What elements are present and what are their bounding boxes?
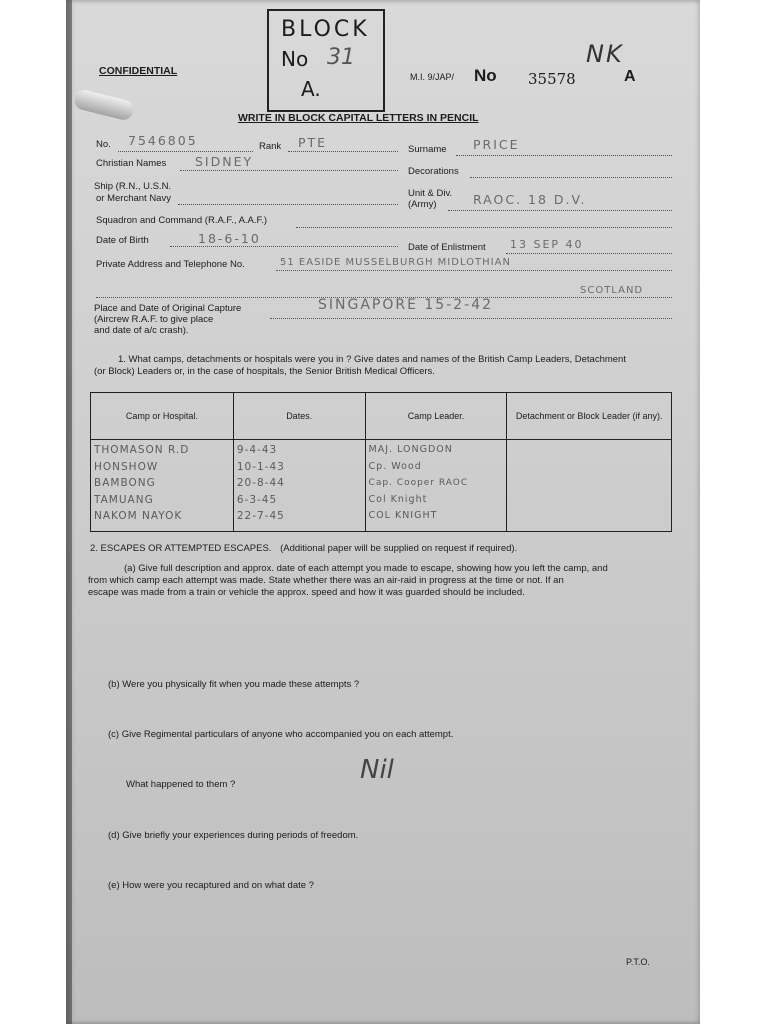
- stamp-block-text: BLOCK: [281, 17, 370, 42]
- camps-table-body: [91, 440, 672, 532]
- ship-label-1: Ship (R.N., U.S.N.: [94, 181, 172, 192]
- capture-label-1: Place and Date of Original Capture: [94, 303, 242, 314]
- section2-d: (d) Give briefly your experiences during periods of freedom.: [108, 830, 359, 841]
- rank-line: [288, 151, 398, 152]
- handwritten-nil: Nil: [360, 755, 394, 785]
- ship-label-2: or Merchant Navy: [96, 193, 171, 204]
- camp-date: 10-1-43: [236, 460, 285, 473]
- section2-a-line3: escape was made from a train or vehicle the approx. speed and how it was guarded should be included.: [88, 587, 525, 598]
- dob-label: Date of Birth: [96, 235, 149, 246]
- section2-a-line2: from which camp each attempt was made. State whether there was an air-raid in progress at the time or not. If an: [88, 575, 564, 586]
- stamp-letter: A.: [301, 77, 321, 101]
- ship-line: [178, 204, 398, 205]
- pto-label: P.T.O.: [626, 957, 650, 967]
- unit-label-2: (Army): [408, 199, 437, 210]
- service-no-label: No.: [96, 139, 111, 150]
- serial-no-label: No: [474, 66, 497, 85]
- service-no-line: [118, 151, 253, 152]
- capture-label-2: (Aircrew R.A.F. to give place: [94, 314, 214, 325]
- decorations-label: Decorations: [408, 166, 459, 177]
- form-reference: M.I. 9/JAP/: [410, 72, 455, 82]
- address-value-1: 51 EASIDE MUSSELBURGH MIDLOTHIAN: [280, 257, 511, 268]
- christian-names-value: SIDNEY: [195, 154, 254, 169]
- camp-name: HONSHOW: [94, 460, 159, 473]
- camp-leader: MAJ. LONGDON: [368, 444, 453, 455]
- section2-heading-title: 2. ESCAPES OR ATTEMPTED ESCAPES.: [90, 543, 272, 554]
- camp-leader: Cap. Cooper RAOC: [368, 478, 469, 488]
- address-label: Private Address and Telephone No.: [96, 259, 245, 270]
- decorations-line: [470, 177, 672, 178]
- dob-line: [170, 246, 398, 247]
- camp-cell: [91, 440, 234, 532]
- dob-value: 18-6-10: [198, 231, 261, 246]
- block-stamp: [267, 9, 385, 112]
- address-line-1: [276, 270, 672, 271]
- capture-line: [270, 318, 672, 319]
- camps-table-header: [91, 393, 672, 440]
- stamp-number: 31: [327, 45, 355, 70]
- stamp-no-text: No: [281, 47, 309, 71]
- camp-name: THOMASON R.D: [94, 444, 190, 456]
- section2-c-sub: What happened to them ?: [126, 779, 236, 790]
- christian-names-label: Christian Names: [96, 158, 167, 169]
- leader-cell: [365, 440, 507, 532]
- camp-date: 20-8-44: [236, 477, 285, 489]
- surname-value: PRICE: [473, 137, 520, 152]
- camp-leader: Col Knight: [368, 493, 428, 505]
- enlistment-value: 13 SEP 40: [510, 238, 584, 251]
- section2-heading-note: (Additional paper will be supplied on request if required).: [280, 543, 518, 554]
- surname-line: [456, 155, 672, 156]
- surname-label: Surname: [408, 144, 447, 155]
- section2-b: (b) Were you physically fit when you made these attempts ?: [108, 679, 360, 690]
- unit-label-1: Unit & Div.: [408, 188, 453, 199]
- confidential-label: CONFIDENTIAL: [99, 65, 178, 77]
- capture-value: SINGAPORE 15-2-42: [318, 297, 494, 313]
- address-value-2: SCOTLAND: [580, 285, 644, 296]
- section2-c: (c) Give Regimental particulars of anyone who accompanied you on each attempt.: [108, 729, 454, 740]
- col-dates-header: Dates.: [233, 393, 365, 440]
- unit-line: [448, 210, 672, 211]
- section2-a-line1: (a) Give full description and approx. date of each attempt you made to escape, showing how you left the camp, and: [124, 563, 608, 574]
- capture-label-3: and date of a/c crash).: [94, 325, 189, 336]
- col-leader-header: Camp Leader.: [365, 393, 507, 440]
- section2-heading: [90, 543, 517, 554]
- enlistment-label: Date of Enlistment: [408, 242, 486, 253]
- squadron-line: [296, 227, 672, 228]
- binding-edge: [66, 0, 72, 1024]
- col-camp-header: Camp or Hospital.: [91, 393, 234, 440]
- squadron-label: Squadron and Command (R.A.F., A.A.F.): [96, 215, 268, 226]
- section2-e: (e) How were you recaptured and on what date ?: [108, 880, 314, 891]
- camp-date: 22-7-45: [236, 510, 285, 522]
- camp-date: 9-4-43: [236, 444, 278, 456]
- detachment-cell: [507, 440, 672, 532]
- enlistment-line: [506, 253, 672, 254]
- dates-cell: [233, 440, 365, 532]
- col-detachment-header: Detachment or Block Leader (if any).: [507, 393, 672, 440]
- pencil-instruction: WRITE IN BLOCK CAPITAL LETTERS IN PENCIL: [238, 112, 479, 124]
- camps-table: [90, 392, 672, 532]
- section1-question-line1: 1. What camps, detachments or hospitals were you in ? Give dates and names of the British Camp Leaders, Detachment: [118, 354, 626, 365]
- camp-date: 6-3-45: [236, 493, 278, 506]
- camp-name: NAKOM NAYOK: [94, 510, 183, 522]
- camp-leader: COL KNIGHT: [368, 510, 438, 521]
- camp-leader: Cp. Wood: [368, 460, 422, 472]
- serial-suffix: A: [624, 68, 636, 85]
- camp-name: TAMUANG: [94, 493, 154, 506]
- christian-names-line: [180, 170, 398, 171]
- unit-value: RAOC. 18 D.V.: [473, 192, 587, 207]
- section1-question-line2: (or Block) Leaders or, in the case of hospitals, the Senior British Medical Officers.: [94, 366, 435, 377]
- rank-label: Rank: [259, 141, 282, 152]
- camp-name: BAMBONG: [94, 477, 156, 489]
- handwritten-annotation: NK: [586, 40, 624, 68]
- rank-value: PTE: [298, 135, 328, 150]
- serial-number: 35578: [528, 70, 576, 88]
- service-no-value: 7546805: [128, 133, 198, 148]
